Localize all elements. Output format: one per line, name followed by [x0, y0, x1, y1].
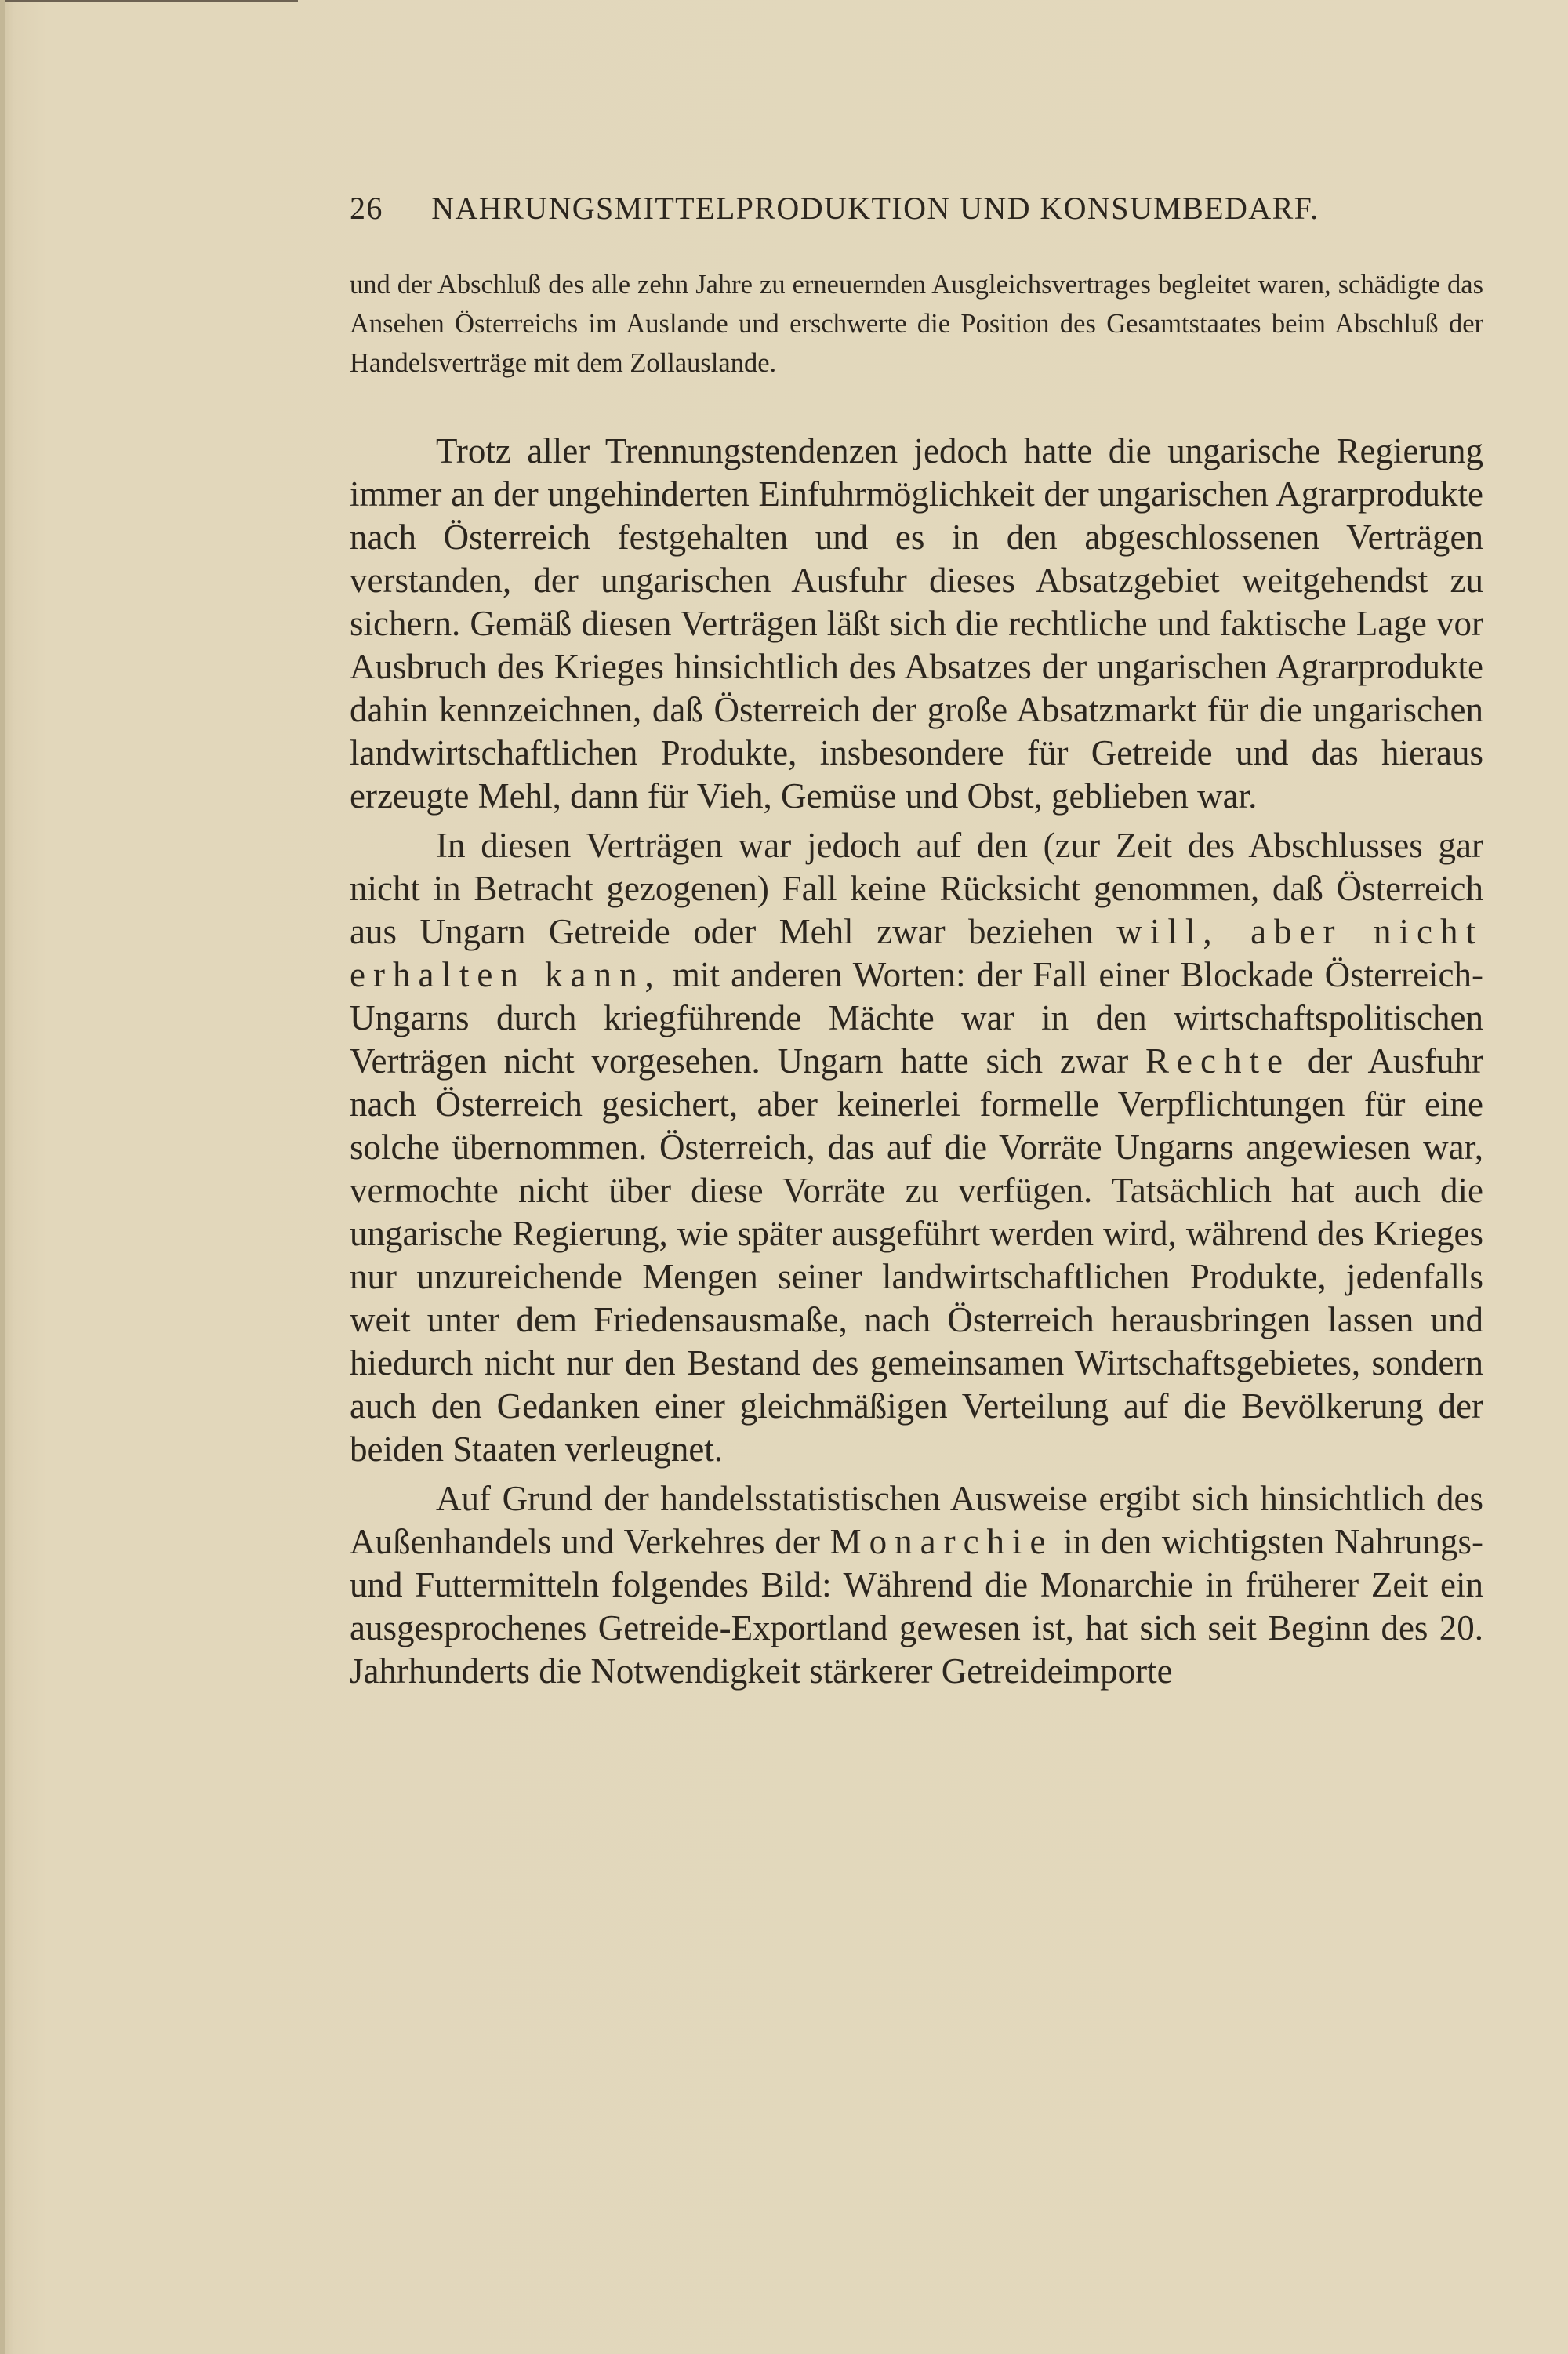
main-text	[350, 430, 1483, 1699]
paragraph-2-part-a: In diesen Verträgen war jedoch auf den (zur Zeit des Abschlusses gar nicht in Betracht gezogenen) Fall keine Rücksicht genommen, daß Österreich aus Ungarn Getreide oder Mehl zwar beziehen	[350, 826, 1483, 951]
intro-paragraph-block	[350, 265, 1483, 383]
page-binding-edge	[0, 0, 5, 2354]
paragraph-2-part-c: mit anderen Worten: der Fall einer Blockade Österreich-Ungarns durch kriegführende Mächte war in den wirtschaftspolitischen Verträgen nicht vorgesehen. Ungarn hatte sich zwar	[350, 955, 1484, 1081]
spaced-emphasis-monarchie: Monarchie	[829, 1522, 1054, 1561]
page-number: 26	[350, 191, 383, 226]
paragraph-2	[350, 824, 1483, 1471]
page-header	[350, 190, 1494, 227]
running-head: NAHRUNGSMITTELPRODUKTION UND KONSUMBEDARF.	[431, 191, 1319, 226]
paragraph-1: Trotz aller Trennungstendenzen jedoch hatte die ungarische Regierung immer an der ungehinderten Einfuhrmöglichkeit der ungarischen Agrarprodukte nach Österreich festgehalten und es in den abgeschlossenen Verträgen verstanden, der ungarischen Ausfuhr dieses Absatzgebiet weitgehendst zu sichern. Gemäß diesen Verträgen läßt sich die rechtliche und faktische Lage vor Ausbruch des Krieges hinsichtlich des Absatzes der ungarischen Agrarprodukte dahin kennzeichnen, daß Österreich der große Absatzmarkt für die ungarischen landwirtschaftlichen Produkte, insbesondere für Getreide und das hieraus erzeugte Mehl, dann für Vieh, Gemüse und Obst, geblieben war.	[350, 431, 1483, 816]
paragraph-2-part-e: der Ausfuhr nach Österreich gesichert, aber keinerlei formelle Verpflichtungen für eine solche übernommen. Österreich, das auf die Vorräte Ungarns angewiesen war, vermochte nicht über diese Vorräte zu verfügen. Tatsächlich hat auch die ungarische Regierung, wie später ausgeführt werden wird, während des Krieges nur unzureichende Mengen seiner landwirtschaftlichen Produkte, jedenfalls weit unter dem Friedensausmaße, nach Österreich herausbringen lassen und hiedurch nicht nur den Bestand des gemeinsamen Wirtschaftsgebietes, sondern auch den Gedanken einer gleichmäßigen Verteilung auf die Bevölkerung der beiden Staaten verleugnet.	[350, 1041, 1483, 1469]
intro-paragraph: und der Abschluß des alle zehn Jahre zu erneuernden Ausgleichsvertrages begleitet waren, schädigte das Ansehen Österreichs im Auslande und erschwerte die Position des Gesamtstaates beim Abschluß der Handelsverträge mit dem Zollauslande.	[350, 270, 1483, 378]
spaced-emphasis-rechte: Rechte	[1145, 1041, 1290, 1081]
paragraph-3-part-c: in den wichtigsten Nahrungs- und Futtermitteln folgendes Bild: Während die Monarchie in früherer Zeit ein ausgesprochenes Getreide-Exportland gewesen ist, hat sich seit Beginn des 20. Jahrhunderts die Notwendigkeit stärkerer Getreideimporte	[350, 1522, 1484, 1691]
spaced-emphasis-will: will, aber nicht erhalten kann,	[350, 912, 1483, 994]
top-edge-rule	[0, 0, 298, 2]
paragraph-3-part-a: Auf Grund der handelsstatistischen Ausweise ergibt sich hinsichtlich des Außenhandels und Verkehres der	[350, 1479, 1483, 1561]
paragraph-3	[350, 1477, 1483, 1693]
